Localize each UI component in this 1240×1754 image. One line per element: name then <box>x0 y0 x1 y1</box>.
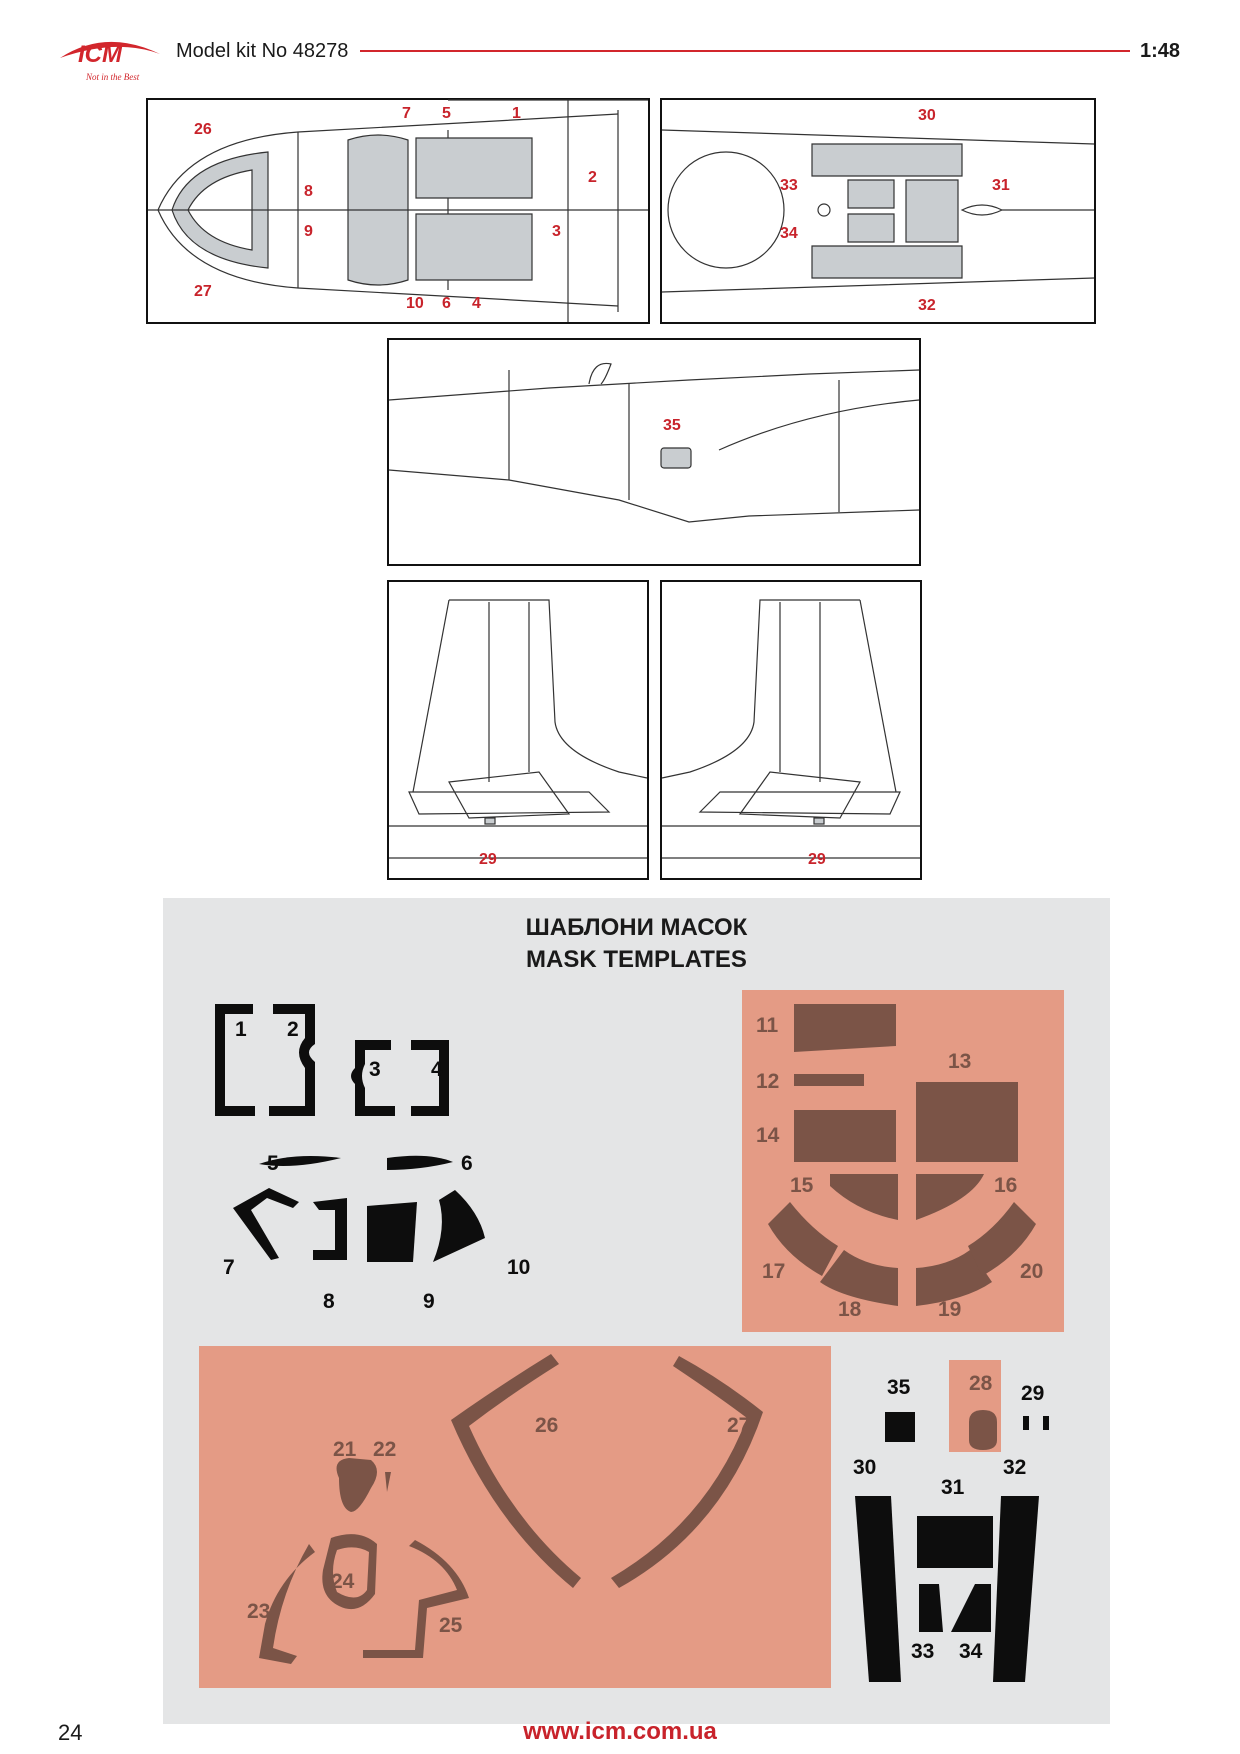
logo-text: ICM <box>78 41 122 68</box>
kit-number: Model kit No 48278 <box>176 40 349 62</box>
mask-sheet-a <box>742 990 1064 1332</box>
mask-sheet-b <box>199 1346 831 1688</box>
mask-label-28: 28 <box>969 1372 993 1395</box>
gear-bay-left-view <box>387 580 649 880</box>
right-masks <box>843 1346 1110 1688</box>
mask-label-8: 8 <box>323 1290 335 1313</box>
canopy-top-view <box>146 98 650 324</box>
mask-label-16: 16 <box>994 1174 1018 1197</box>
callout-35: 35 <box>663 417 681 434</box>
scale-label: 1:48 <box>1140 40 1181 62</box>
mask-label-9: 9 <box>423 1290 435 1313</box>
mask-title-ua: ШАБЛОНИ МАСОК <box>525 914 748 941</box>
mask-label-33: 33 <box>911 1640 935 1663</box>
mask-label-4: 4 <box>431 1058 443 1081</box>
mask-label-31: 31 <box>941 1476 965 1499</box>
mask-label-27: 27 <box>727 1414 751 1437</box>
mask-label-32: 32 <box>1003 1456 1027 1479</box>
mask-label-23: 23 <box>247 1600 271 1623</box>
black-masks <box>163 988 583 1313</box>
callout-6: 6 <box>442 295 451 312</box>
underside-view <box>660 98 1096 324</box>
mask-sheet-a-shapes <box>742 990 1064 1332</box>
fuselage-side-view <box>387 338 921 566</box>
gear-bay-left-drawing <box>389 582 647 878</box>
mask-label-25: 25 <box>439 1614 463 1637</box>
mask-label-5: 5 <box>267 1152 279 1175</box>
mask-label-2: 2 <box>287 1018 299 1041</box>
mask-label-12: 12 <box>756 1070 780 1093</box>
mask-label-1: 1 <box>235 1018 247 1041</box>
callout-5: 5 <box>442 105 451 122</box>
side-drawing <box>389 340 919 564</box>
mask-label-29: 29 <box>1021 1382 1045 1405</box>
icm-logo <box>56 28 166 86</box>
callout-27: 27 <box>194 283 212 300</box>
mask-sheet-b-shapes <box>199 1346 831 1688</box>
mask-label-34: 34 <box>959 1640 983 1663</box>
callout-26: 26 <box>194 121 212 138</box>
callout-3: 3 <box>552 223 561 240</box>
mask-label-14: 14 <box>756 1124 780 1147</box>
logo-tagline: Not in the Best <box>86 72 140 82</box>
mask-label-26: 26 <box>535 1414 559 1437</box>
callout-8: 8 <box>304 183 313 200</box>
mask-label-15: 15 <box>790 1174 814 1197</box>
callout-29-right: 29 <box>808 851 826 868</box>
callout-34: 34 <box>780 225 798 242</box>
header-rule <box>360 50 1130 52</box>
callout-29-left: 29 <box>479 851 497 868</box>
mask-label-30: 30 <box>853 1456 877 1479</box>
mask-label-35: 35 <box>887 1376 911 1399</box>
website-link[interactable]: www.icm.com.ua <box>523 1718 717 1745</box>
mask-label-7: 7 <box>223 1256 235 1279</box>
underside-drawing <box>662 100 1094 322</box>
callout-33: 33 <box>780 177 798 194</box>
mask-label-24: 24 <box>331 1570 355 1593</box>
mask-label-21: 21 <box>333 1438 357 1461</box>
gear-bay-right-drawing <box>662 582 920 878</box>
gear-bay-right-view <box>660 580 922 880</box>
callout-1: 1 <box>512 105 521 122</box>
mask-label-18: 18 <box>838 1298 862 1321</box>
mask-label-6: 6 <box>461 1152 473 1175</box>
mask-label-13: 13 <box>948 1050 972 1073</box>
callout-10: 10 <box>406 295 424 312</box>
mask-label-10: 10 <box>507 1256 531 1279</box>
callout-7: 7 <box>402 105 411 122</box>
page-number: 24 <box>58 1720 83 1745</box>
mask-label-3: 3 <box>369 1058 381 1081</box>
mask-label-19: 19 <box>938 1298 962 1321</box>
mask-label-11: 11 <box>756 1014 779 1037</box>
mask-label-20: 20 <box>1020 1260 1044 1283</box>
mask-label-22: 22 <box>373 1438 397 1461</box>
callout-2: 2 <box>588 169 597 186</box>
callout-31: 31 <box>992 177 1010 194</box>
mask-title-en: MASK TEMPLATES <box>526 946 747 973</box>
callout-32: 32 <box>918 297 936 314</box>
mask-label-17: 17 <box>762 1260 786 1283</box>
callout-9: 9 <box>304 223 313 240</box>
callout-4: 4 <box>472 295 481 312</box>
callout-30: 30 <box>918 107 936 124</box>
canopy-drawing <box>148 100 648 322</box>
mask-templates-panel <box>163 898 1110 1724</box>
